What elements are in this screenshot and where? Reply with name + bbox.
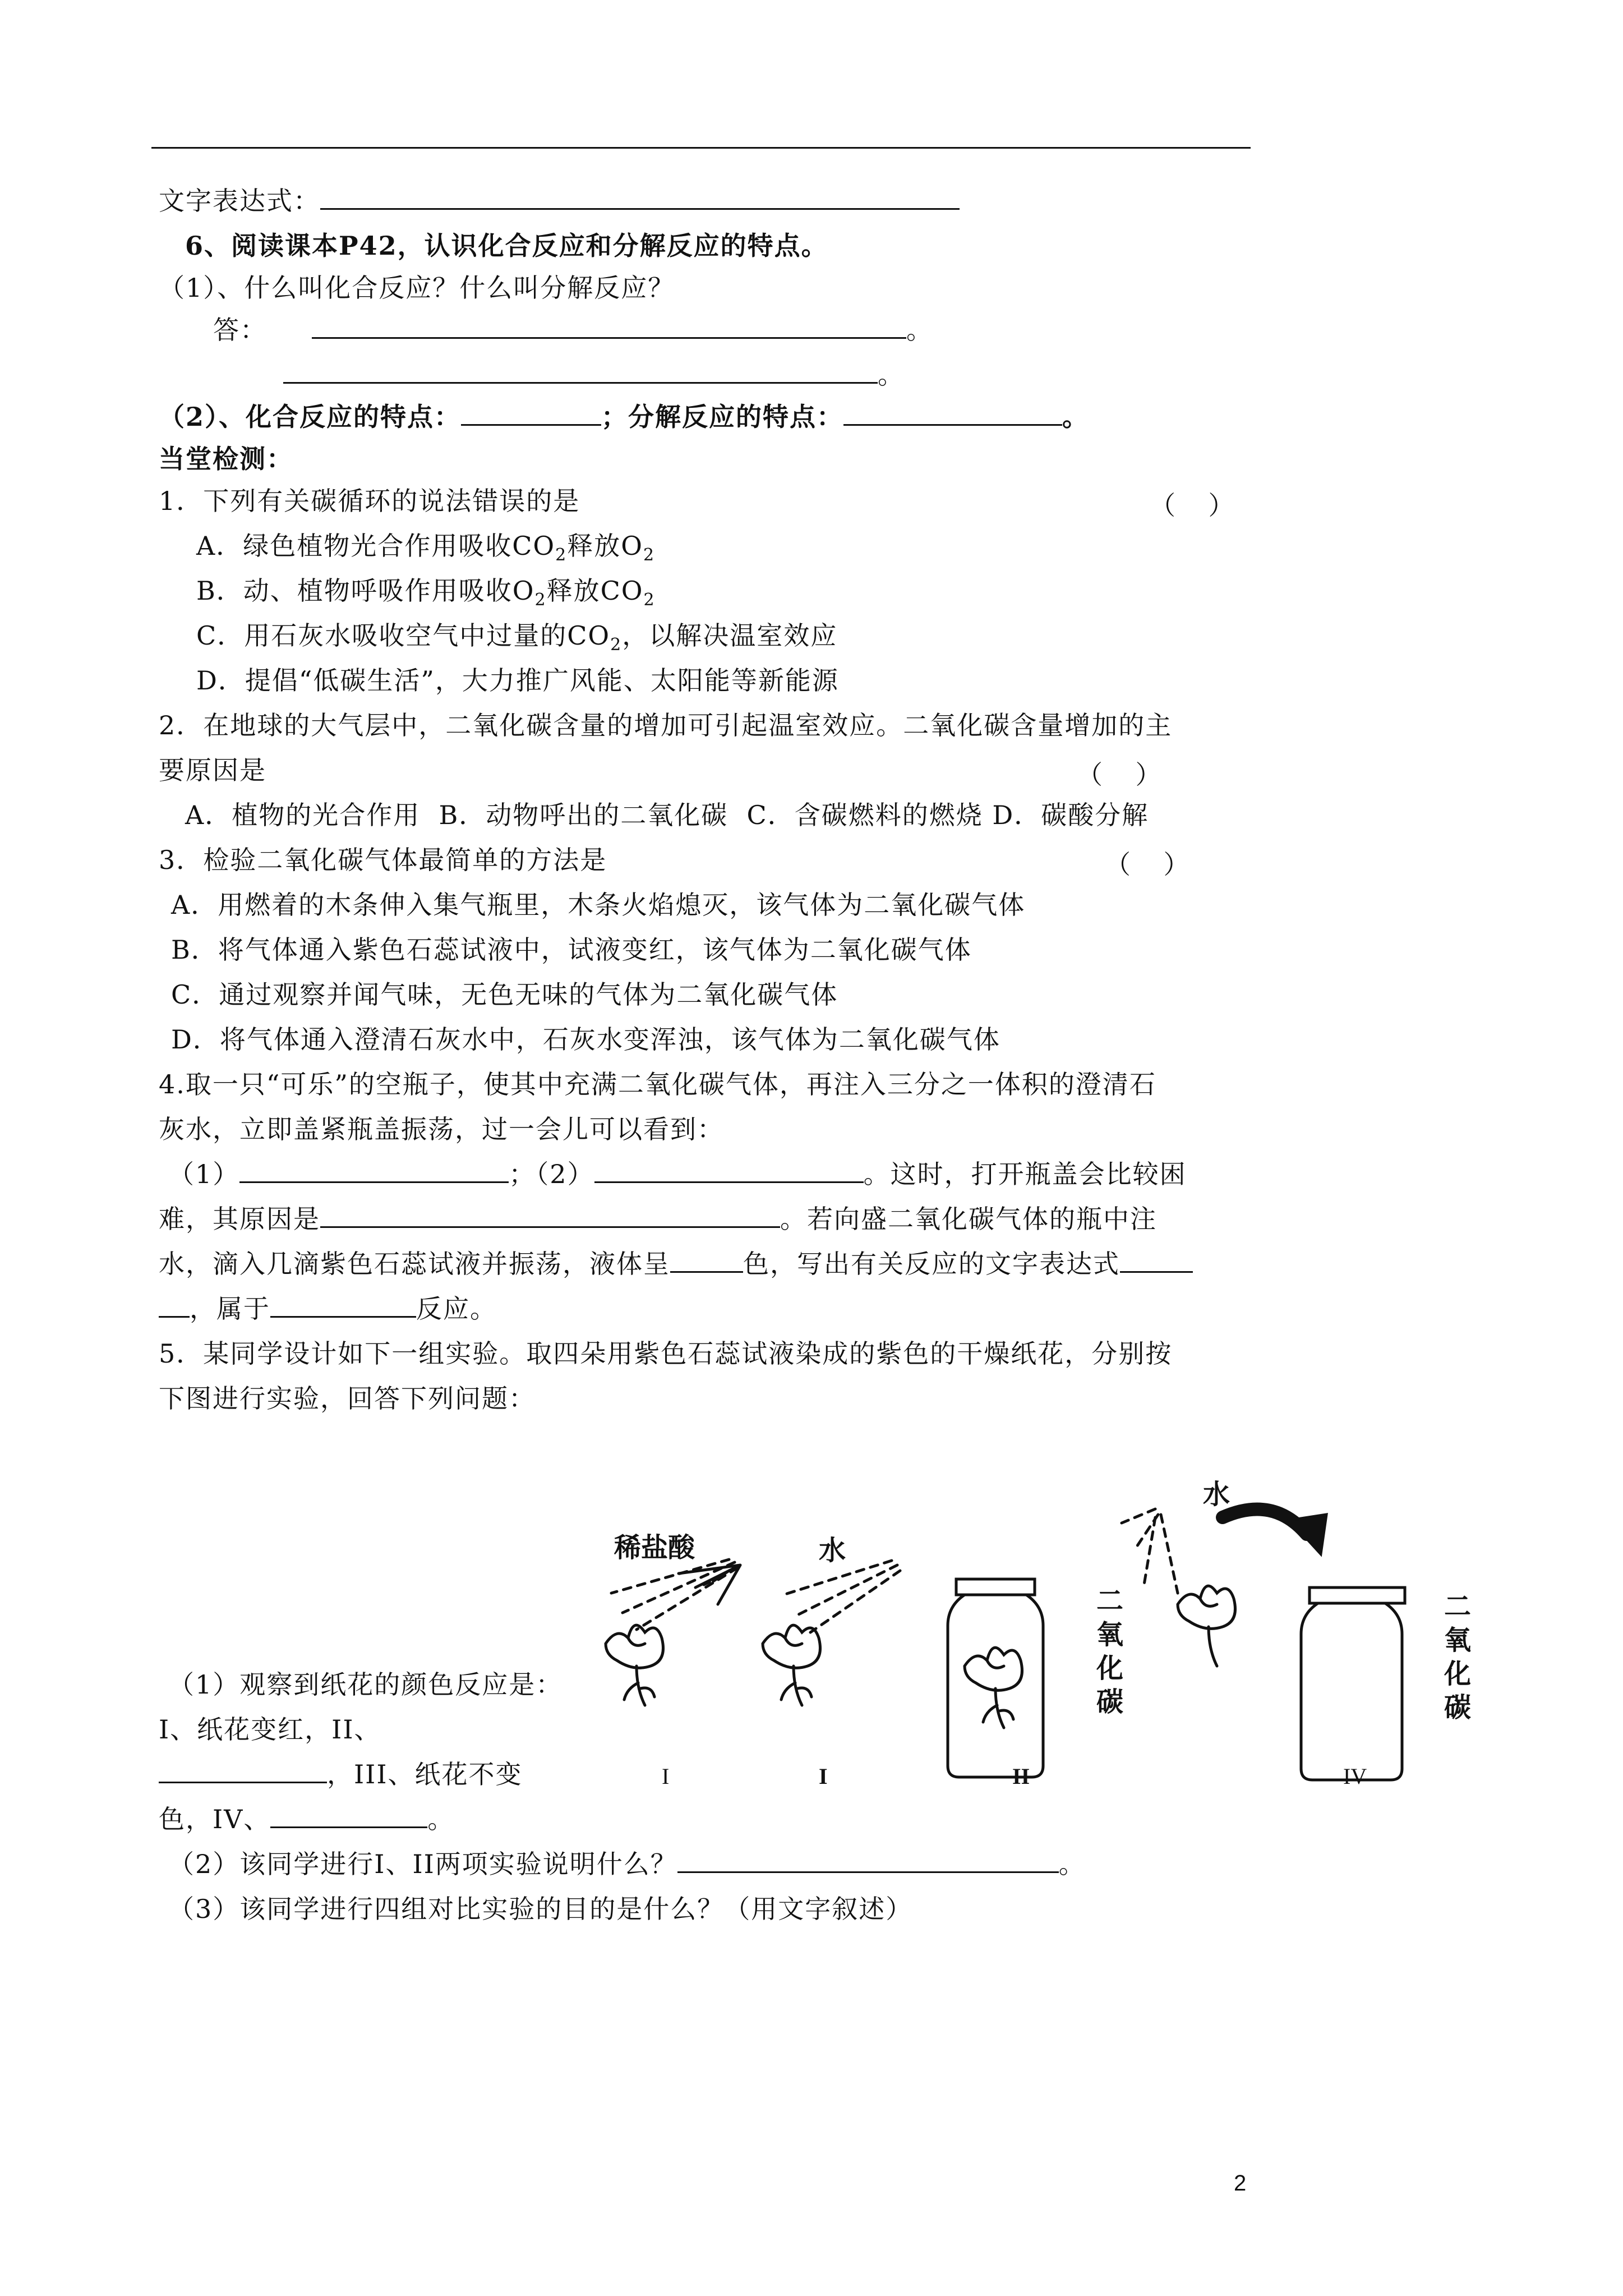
experiment-figure: [561, 1464, 1486, 1801]
q1-option-a: A．绿色植物光合作用吸收$CO_2$释放$O_2$: [196, 531, 656, 565]
q1-option-c: C．用石灰水吸收空气中过量的$CO_2$，以解决温室效应: [196, 620, 838, 655]
label-co2-char: 碳: [1096, 1687, 1124, 1717]
label-water-1: 水: [819, 1536, 846, 1566]
answer-blank[interactable]: [239, 1159, 509, 1183]
answer-blank[interactable]: [283, 360, 878, 384]
answer-blank[interactable]: [159, 1294, 190, 1318]
q1-option-b: B．动、植物呼吸作用吸收$O_2$释放$CO_2$: [196, 576, 656, 610]
answer-blank[interactable]: [159, 1759, 327, 1783]
label-acid: 稀盐酸: [614, 1533, 695, 1563]
answer-blank[interactable]: [270, 1804, 427, 1828]
answer-blank[interactable]: [320, 186, 960, 210]
answer-blank[interactable]: [270, 1294, 416, 1318]
q3-option-c: C．通过观察并闻气味，无色无味的气体为二氧化碳气体: [171, 979, 838, 1010]
spray-bottle-icon: [1122, 1509, 1178, 1593]
label-co2-char: 化: [1444, 1659, 1472, 1689]
answer-blank[interactable]: [594, 1159, 864, 1183]
header-rule: [151, 147, 1251, 149]
q5-sub1-line-3: ，III、纸花不变: [159, 1759, 523, 1790]
section6-q1: （1）、什么叫化合反应？什么叫分解反应？: [159, 273, 675, 303]
page-number: 2: [1234, 2171, 1247, 2196]
q1-answer-paren[interactable]: （ ）: [1150, 490, 1234, 521]
check-title: 当堂检测：: [159, 444, 293, 474]
label-roman-3: II: [1012, 1764, 1030, 1789]
label-roman-1: I: [662, 1764, 670, 1789]
answer-blank[interactable]: [677, 1849, 1059, 1873]
answer-blank[interactable]: [312, 315, 906, 339]
q4-line-2: 灰水，立即盖紧瓶盖振荡，过一会儿可以看到：: [159, 1114, 724, 1144]
q2-options: A．植物的光合作用 B．动物呼出的二氧化碳 C．含碳燃料的燃烧 D．碳酸分解: [185, 800, 1149, 830]
answer-blank[interactable]: [320, 1204, 780, 1228]
section6-title: 6、阅读课本P42，认识化合反应和分解反应的特点。: [185, 231, 828, 261]
q4-line-6: ，属于 反应。: [159, 1293, 497, 1324]
q2-stem-2: 要原因是: [159, 755, 266, 785]
q3-stem: 3．检验二氧化碳气体最简单的方法是: [159, 845, 607, 875]
paper-flower-icon: [965, 1648, 1022, 1728]
gas-jar-icon: [1301, 1588, 1405, 1780]
q3-answer-paren[interactable]: （ ）: [1105, 849, 1189, 880]
q2-stem-1: 2．在地球的大气层中，二氧化碳含量的增加可引起温室效应。二氧化碳含量增加的主: [159, 710, 1173, 740]
section6-q2: （2）、化合反应的特点： ；分解反应的特点： 。: [159, 402, 1090, 432]
label-co2-char: 二: [1096, 1586, 1124, 1616]
text-expression-line: 文字表达式：: [159, 185, 960, 217]
q3-option-b: B．将气体通入紫色石蕊试液中，试液变红，该气体为二氧化碳气体: [171, 935, 972, 965]
label-co2-char: 二: [1444, 1592, 1472, 1622]
q1-stem: 1．下列有关碳循环的说法错误的是: [159, 486, 580, 516]
arrow-icon: [1223, 1509, 1326, 1554]
q5-sub1-line-2: I、纸花变红，II、: [159, 1714, 381, 1745]
q4-line-4: 难，其原因是 。若向盛二氧化碳气体的瓶中注: [159, 1204, 1157, 1234]
q2-answer-paren[interactable]: （ ）: [1077, 760, 1161, 790]
answer-blank[interactable]: [843, 402, 1062, 426]
label-roman-2: I: [819, 1764, 828, 1789]
q5-line-1: 5．某同学设计如下一组实验。取四朵用紫色石蕊试液染成的紫色的干燥纸花，分别按: [159, 1338, 1173, 1369]
paper-flower-icon: [606, 1625, 663, 1705]
q1-option-d: D．提倡“低碳生活”，大力推广风能、太阳能等新能源: [196, 665, 839, 696]
paper-flower-icon: [763, 1625, 820, 1705]
section6-answer-line2: 。: [283, 359, 905, 390]
label-co2-char: 氧: [1444, 1626, 1472, 1655]
q4-line-5: 水，滴入几滴紫色石蕊试液并振荡，液体呈 色，写出有关反应的文字表达式: [159, 1248, 1193, 1280]
q5-sub3: （3）该同学进行四组对比实验的目的是什么？（用文字叙述）: [168, 1894, 913, 1924]
section6-answer-line1: 答： 。: [213, 315, 933, 345]
q5-sub1-line-4: 色，IV、 。: [159, 1804, 455, 1834]
q4-line-1: 4.取一只“可乐”的空瓶子，使其中充满二氧化碳气体，再注入三分之一体积的澄清石: [159, 1069, 1156, 1099]
q3-option-d: D．将气体通入澄清石灰水中，石灰水变浑浊，该气体为二氧化碳气体: [171, 1024, 1000, 1055]
spray-bottle-icon: [785, 1561, 900, 1632]
q5-sub2: （2）该同学进行I、II两项实验说明什么？ 。: [168, 1849, 1086, 1879]
label-water-2: 水: [1203, 1480, 1230, 1510]
q3-option-a: A．用燃着的木条伸入集气瓶里，木条火焰熄灭，该气体为二氧化碳气体: [171, 890, 1026, 920]
q5-sub1-line-1: （1）观察到纸花的颜色反应是：: [168, 1669, 563, 1700]
label-roman-4: IV: [1343, 1764, 1367, 1789]
spray-bottle-icon: [611, 1559, 740, 1630]
q4-line-3: （1） ；（2） 。这时，打开瓶盖会比较困: [168, 1159, 1187, 1189]
answer-blank[interactable]: [670, 1249, 743, 1273]
label-co2-char: 氧: [1096, 1620, 1124, 1650]
paper-flower-icon: [1178, 1586, 1235, 1666]
label-co2-char: 化: [1096, 1654, 1124, 1683]
answer-blank[interactable]: [461, 402, 601, 426]
gas-jar-icon: [948, 1579, 1043, 1777]
answer-blank[interactable]: [1120, 1249, 1193, 1273]
label-co2-char: 碳: [1444, 1693, 1472, 1723]
q5-line-2: 下图进行实验，回答下列问题：: [159, 1383, 536, 1414]
